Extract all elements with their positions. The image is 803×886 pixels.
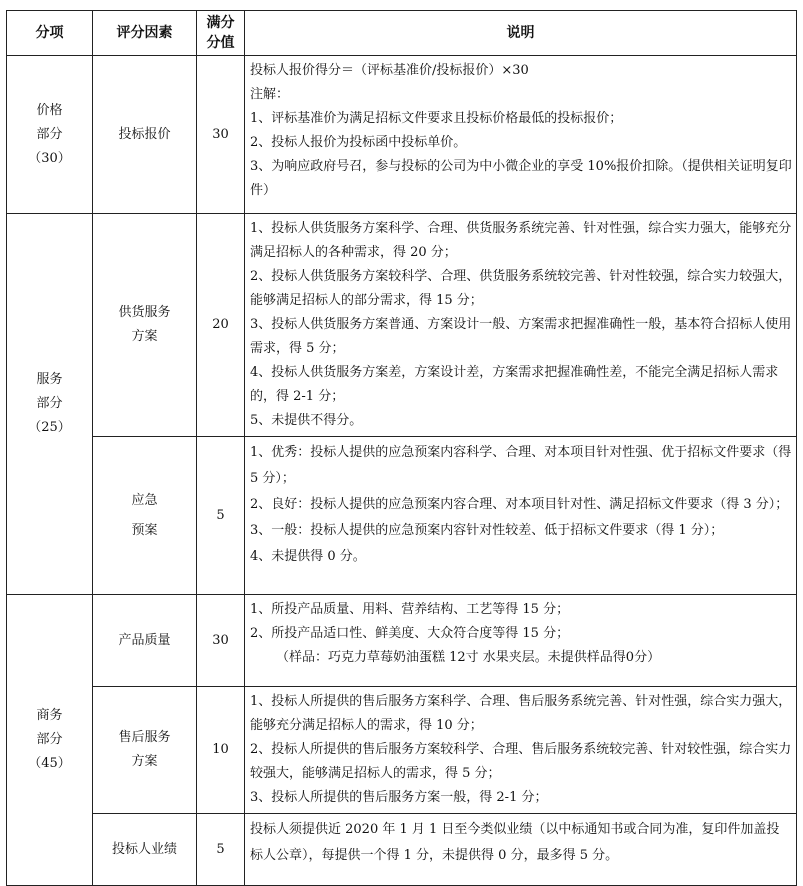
description-cell bbox=[245, 56, 797, 214]
factor-label: 应急 bbox=[131, 492, 158, 508]
table-row bbox=[7, 595, 797, 687]
description-line: 4、投标人供货服务方案差，方案设计差，方案需求把握准确性差，不能完全满足招标人需求的，得 2-1 分； bbox=[250, 365, 779, 404]
score-cell: 30 bbox=[197, 56, 245, 214]
description-line: 3、投标人所提供的售后服务方案一般，得 2-1 分； bbox=[250, 790, 548, 805]
category-line: （30） bbox=[28, 150, 71, 166]
header-score-label: 满分分值 bbox=[206, 15, 235, 51]
score-cell: 5 bbox=[197, 437, 245, 595]
description-cell bbox=[245, 687, 797, 814]
category-line: （45） bbox=[28, 756, 71, 771]
header-score bbox=[197, 11, 245, 56]
description-line: 2、良好：投标人提供的应急预案内容合理、对本项目针对性、满足招标文件要求（得 3 分）； bbox=[250, 497, 789, 512]
factor-label: 方案 bbox=[131, 329, 158, 344]
description-cell bbox=[245, 595, 797, 687]
category-line: （25） bbox=[28, 420, 71, 435]
scoring-table bbox=[6, 10, 797, 886]
description-line: 4、未提供得 0 分。 bbox=[250, 549, 366, 564]
description-line: 1、投标人所提供的售后服务方案科学、合理、售后服务系统完善、针对性强，综合实力强大，能够充分满足招标人的需求，得 10 分； bbox=[250, 694, 792, 733]
factor-label: 投标人业绩 bbox=[111, 841, 177, 857]
factor-cell bbox=[93, 437, 197, 595]
table-row bbox=[7, 214, 797, 437]
description-line: 2、投标人所提供的售后服务方案较科学、合理、售后服务系统较完善、针对较性强，综合实力较强大，能够满足招标人的需求，得 5 分； bbox=[250, 742, 792, 781]
category-business bbox=[7, 595, 93, 886]
category-price bbox=[7, 56, 93, 214]
factor-cell bbox=[93, 595, 197, 687]
table-row bbox=[7, 56, 797, 214]
description-cell bbox=[245, 437, 797, 595]
table-row bbox=[7, 437, 797, 595]
description-line: 3、投标人供货服务方案普通、方案设计一般、方案需求把握准确性一般，基本符合招标人使用需求，得 5 分； bbox=[250, 317, 792, 356]
description-line: 1、投标人供货服务方案科学、合理、供货服务系统完善、针对性强，综合实力强大，能够充分满足招标人的各种需求，得 20 分； bbox=[250, 221, 792, 260]
sample-note: （样品：巧克力草莓奶油蛋糕 12寸 水果夹层。未提供样品得0分） bbox=[276, 650, 661, 665]
category-line: 部分 bbox=[36, 732, 63, 747]
factor-label: 售后服务 bbox=[118, 730, 171, 745]
header-row bbox=[7, 11, 797, 56]
score-cell: 20 bbox=[197, 214, 245, 437]
table-row bbox=[7, 814, 797, 886]
description-line: 投标人须提供近 2020 年 1 月 1 日至今类似业绩（以中标通知书或合同为准，复印件加盖投标人公章），每提供一个得 1 分，未提供得 0 分，最多得 5 分。 bbox=[250, 822, 780, 863]
category-line: 服务 bbox=[36, 372, 63, 387]
category-line: 商务 bbox=[36, 708, 63, 723]
description-line: 2、投标人报价为投标函中投标单价。 bbox=[250, 135, 467, 150]
category-line: 部分 bbox=[36, 396, 63, 411]
description-line: 1、优秀：投标人提供的应急预案内容科学、合理、对本项目针对性强、优于招标文件要求（得 5 分）； bbox=[250, 445, 792, 486]
category-line: 部分 bbox=[36, 126, 63, 142]
score-cell: 30 bbox=[197, 595, 245, 687]
description-line: 1、所投产品质量、用料、营养结构、工艺等得 15 分； bbox=[250, 602, 570, 617]
factor-cell bbox=[93, 814, 197, 886]
description-line: 2、投标人供货服务方案较科学、合理、供货服务系统较完善、针对性较强，综合实力较强大，能够满足招标人的部分需求，得 15 分； bbox=[250, 269, 792, 308]
factor-cell bbox=[93, 56, 197, 214]
category-service bbox=[7, 214, 93, 595]
score-cell: 10 bbox=[197, 687, 245, 814]
description-cell bbox=[245, 214, 797, 437]
description-line: 注解： bbox=[250, 87, 290, 102]
description-line: 5、未提供不得分。 bbox=[250, 413, 363, 428]
factor-label: 投标报价 bbox=[118, 126, 171, 142]
factor-cell bbox=[93, 687, 197, 814]
factor-label: 方案 bbox=[131, 754, 158, 769]
description-cell bbox=[245, 814, 797, 886]
description-line: 投标人报价得分＝（评标基准价/投标报价）×30 bbox=[250, 63, 529, 78]
description-line: 3、为响应政府号召，参与投标的公司为中小微企业的享受 10%报价扣除。（提供相关证明复印件） bbox=[250, 159, 792, 198]
header-factor: 评分因素 bbox=[93, 11, 197, 56]
description-line: 1、评标基准价为满足招标文件要求且投标价格最低的投标报价； bbox=[250, 111, 623, 126]
description-line: 3、一般：投标人提供的应急预案内容针对性较差、低于招标文件要求（得 1 分）； bbox=[250, 523, 724, 538]
header-category: 分项 bbox=[7, 11, 93, 56]
factor-label: 产品质量 bbox=[118, 632, 171, 648]
factor-cell bbox=[93, 214, 197, 437]
factor-label: 预案 bbox=[131, 522, 158, 538]
category-line: 价格 bbox=[36, 102, 63, 118]
factor-label: 供货服务 bbox=[118, 305, 171, 320]
description-line: 2、所投产品适口性、鲜美度、大众符合度等得 15 分； bbox=[250, 626, 570, 641]
score-cell: 5 bbox=[197, 814, 245, 886]
header-description: 说明 bbox=[245, 11, 797, 56]
table-row bbox=[7, 687, 797, 814]
